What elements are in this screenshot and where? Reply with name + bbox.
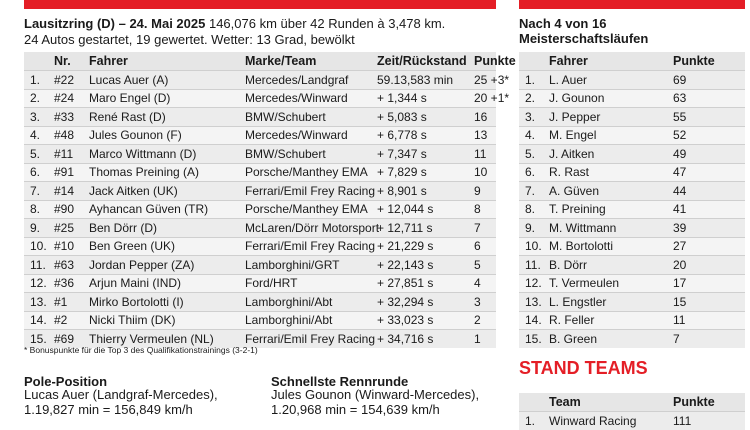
table-row: [519, 274, 745, 293]
team-cell: Porsche/Manthey EMA: [245, 200, 377, 219]
team-cell: Mercedes/Winward: [245, 126, 377, 145]
table-row: [519, 89, 745, 108]
car-number-cell: #63: [54, 256, 89, 275]
time-cell: 59.13,583 min: [377, 71, 474, 90]
table-row: [24, 71, 496, 90]
fastest-lap-heading: Schnellste Rennrunde: [271, 374, 409, 389]
position-cell: 9.: [519, 219, 549, 238]
time-cell: + 6,778 s: [377, 126, 474, 145]
position-cell: 5.: [519, 145, 549, 164]
points-cell: 63: [673, 89, 745, 108]
points-cell: 69: [673, 71, 745, 90]
position-cell: 3.: [519, 108, 549, 127]
time-cell: + 33,023 s: [377, 311, 474, 330]
pole-heading: Pole-Position: [24, 374, 108, 389]
points-cell: 8: [474, 200, 496, 219]
points-cell: 20 +1*: [474, 89, 496, 108]
table-row: [24, 219, 496, 238]
points-cell: 55: [673, 108, 745, 127]
driver-cell: R. Feller: [549, 311, 673, 330]
table-row: [519, 412, 745, 430]
time-cell: + 32,294 s: [377, 293, 474, 312]
driver-cell: Ayhancan Güven (TR): [89, 200, 245, 219]
race-info: 24 Autos gestartet, 19 gewertet. Wetter: 13 Grad, bewölkt: [24, 32, 355, 47]
driver-cell: Maro Engel (D): [89, 89, 245, 108]
position-cell: 6.: [24, 163, 54, 182]
team-cell: Porsche/Manthey EMA: [245, 163, 377, 182]
table-row: [24, 163, 496, 182]
time-cell: + 27,851 s: [377, 274, 474, 293]
points-cell: 17: [673, 274, 745, 293]
points-cell: 6: [474, 237, 496, 256]
position-cell: 8.: [24, 200, 54, 219]
table-row: [24, 145, 496, 164]
time-cell: + 7,829 s: [377, 163, 474, 182]
position-cell: 9.: [24, 219, 54, 238]
driver-cell: Mirko Bortolotti (I): [89, 293, 245, 312]
team-cell: BMW/Schubert: [245, 108, 377, 127]
time-cell: + 34,716 s: [377, 330, 474, 348]
col-fahrer: Fahrer: [89, 52, 245, 71]
position-cell: 12.: [24, 274, 54, 293]
driver-cell: Nicki Thiim (DK): [89, 311, 245, 330]
points-cell: 25 +3*: [474, 71, 496, 90]
fastest-lap-line2: 1.20,968 min = 154,639 km/h: [271, 402, 440, 417]
team-cell: Ferrari/Emil Frey Racing: [245, 182, 377, 201]
points-cell: 27: [673, 237, 745, 256]
driver-cell: J. Pepper: [549, 108, 673, 127]
driver-cell: R. Rast: [549, 163, 673, 182]
points-cell: 47: [673, 163, 745, 182]
standings-header-row: [519, 52, 745, 71]
position-cell: 12.: [519, 274, 549, 293]
driver-cell: Ben Green (UK): [89, 237, 245, 256]
points-cell: 41: [673, 200, 745, 219]
col-marke-team: Marke/Team: [245, 52, 377, 71]
pole-line1: Lucas Auer (Landgraf-Mercedes),: [24, 387, 218, 402]
table-row: [519, 330, 745, 348]
driver-cell: M. Engel: [549, 126, 673, 145]
time-cell: + 21,229 s: [377, 237, 474, 256]
table-row: [519, 126, 745, 145]
driver-cell: B. Dörr: [549, 256, 673, 275]
table-row: [24, 256, 496, 275]
driver-cell: J. Gounon: [549, 89, 673, 108]
table-row: [519, 71, 745, 90]
position-cell: 7.: [24, 182, 54, 201]
driver-cell: Jules Gounon (F): [89, 126, 245, 145]
points-cell: 49: [673, 145, 745, 164]
points-cell: 3: [474, 293, 496, 312]
standings-title-line2: Meisterschaftsläufen: [519, 31, 649, 46]
position-cell: 11.: [519, 256, 549, 275]
team-cell: McLaren/Dörr Motorsport: [245, 219, 377, 238]
pole-line2: 1.19,827 min = 156,849 km/h: [24, 402, 193, 417]
position-cell: 1.: [519, 412, 549, 430]
car-number-cell: #2: [54, 311, 89, 330]
results-header-row: [24, 52, 496, 71]
points-cell: 7: [474, 219, 496, 238]
time-cell: + 1,344 s: [377, 89, 474, 108]
table-row: [24, 293, 496, 312]
team-cell: Ferrari/Emil Frey Racing: [245, 237, 377, 256]
team-cell: Mercedes/Winward: [245, 89, 377, 108]
car-number-cell: #33: [54, 108, 89, 127]
car-number-cell: #36: [54, 274, 89, 293]
points-cell: 5: [474, 256, 496, 275]
position-cell: 2.: [519, 89, 549, 108]
driver-cell: L. Auer: [549, 71, 673, 90]
team-cell: Ford/HRT: [245, 274, 377, 293]
driver-cell: Jordan Pepper (ZA): [89, 256, 245, 275]
points-cell: 52: [673, 126, 745, 145]
col-punkte: Punkte: [673, 52, 745, 71]
position-cell: 15.: [24, 330, 54, 348]
time-cell: + 7,347 s: [377, 145, 474, 164]
standings-title-line1: Nach 4 von 16: [519, 16, 607, 31]
col-punkte: Punkte: [474, 52, 496, 71]
position-cell: 13.: [24, 293, 54, 312]
position-cell: 4.: [24, 126, 54, 145]
car-number-cell: #91: [54, 163, 89, 182]
bonus-footnote: * Bonuspunkte für die Top 3 des Qualifikationstrainings (3-2-1): [24, 345, 258, 355]
driver-cell: M. Bortolotti: [549, 237, 673, 256]
team-cell: Mercedes/Landgraf: [245, 71, 377, 90]
table-row: [519, 163, 745, 182]
car-number-cell: #25: [54, 219, 89, 238]
car-number-cell: #1: [54, 293, 89, 312]
team-cell: Ferrari/Emil Frey Racing: [245, 330, 377, 348]
teams-table: [519, 393, 745, 430]
table-row: [519, 311, 745, 330]
points-cell: 4: [474, 274, 496, 293]
driver-cell: Jack Aitken (UK): [89, 182, 245, 201]
time-cell: + 12,044 s: [377, 200, 474, 219]
driver-cell: Thomas Preining (A): [89, 163, 245, 182]
car-number-cell: #22: [54, 71, 89, 90]
position-cell: 2.: [24, 89, 54, 108]
table-row: [519, 145, 745, 164]
table-row: [519, 256, 745, 275]
driver-cell: Ben Dörr (D): [89, 219, 245, 238]
team-cell: Winward Racing: [549, 412, 673, 430]
table-row: [24, 108, 496, 127]
race-title: Lausitzring (D) – 24. Mai 2025: [24, 16, 206, 31]
position-cell: 14.: [519, 311, 549, 330]
standings-title: [519, 16, 648, 46]
points-cell: 44: [673, 182, 745, 201]
points-cell: 20: [673, 256, 745, 275]
time-cell: + 5,083 s: [377, 108, 474, 127]
driver-cell: J. Aitken: [549, 145, 673, 164]
points-cell: 10: [474, 163, 496, 182]
race-distance: 146,076 km über 42 Runden à 3,478 km.: [208, 16, 446, 31]
table-row: [519, 200, 745, 219]
points-cell: 15: [673, 293, 745, 312]
car-number-cell: #24: [54, 89, 89, 108]
table-row: [519, 219, 745, 238]
position-cell: 1.: [519, 71, 549, 90]
points-cell: 39: [673, 219, 745, 238]
car-number-cell: #90: [54, 200, 89, 219]
points-cell: 9: [474, 182, 496, 201]
position-cell: 13.: [519, 293, 549, 312]
time-cell: + 8,901 s: [377, 182, 474, 201]
standings-header-bar: [519, 0, 745, 9]
driver-cell: T. Vermeulen: [549, 274, 673, 293]
position-cell: 4.: [519, 126, 549, 145]
table-row: [24, 311, 496, 330]
team-cell: Lamborghini/Abt: [245, 311, 377, 330]
points-cell: 16: [474, 108, 496, 127]
table-row: [24, 89, 496, 108]
driver-cell: Lucas Auer (A): [89, 71, 245, 90]
position-cell: 5.: [24, 145, 54, 164]
driver-cell: M. Wittmann: [549, 219, 673, 238]
points-cell: 1: [474, 330, 496, 348]
results-header-bar: [24, 0, 496, 9]
driver-cell: Marco Wittmann (D): [89, 145, 245, 164]
points-cell: 11: [673, 311, 745, 330]
position-cell: 1.: [24, 71, 54, 90]
points-cell: 13: [474, 126, 496, 145]
col-punkte: Punkte: [673, 393, 745, 412]
points-cell: 7: [673, 330, 745, 348]
position-cell: 8.: [519, 200, 549, 219]
driver-cell: B. Green: [549, 330, 673, 348]
car-number-cell: #14: [54, 182, 89, 201]
standings-table: [519, 52, 745, 348]
table-row: [24, 200, 496, 219]
driver-cell: L. Engstler: [549, 293, 673, 312]
car-number-cell: #10: [54, 237, 89, 256]
car-number-cell: #11: [54, 145, 89, 164]
points-cell: 11: [474, 145, 496, 164]
position-cell: 3.: [24, 108, 54, 127]
points-cell: 111: [673, 412, 745, 430]
table-row: [24, 182, 496, 201]
points-cell: 2: [474, 311, 496, 330]
driver-cell: Arjun Maini (IND): [89, 274, 245, 293]
driver-cell: A. Güven: [549, 182, 673, 201]
table-row: [519, 108, 745, 127]
col-nr: Nr.: [54, 52, 89, 71]
table-row: [519, 182, 745, 201]
position-cell: 15.: [519, 330, 549, 348]
table-row: [24, 274, 496, 293]
team-cell: Lamborghini/GRT: [245, 256, 377, 275]
position-cell: 11.: [24, 256, 54, 275]
position-cell: 6.: [519, 163, 549, 182]
car-number-cell: #48: [54, 126, 89, 145]
position-cell: 7.: [519, 182, 549, 201]
table-row: [24, 237, 496, 256]
team-cell: Lamborghini/Abt: [245, 293, 377, 312]
col-team: Team: [549, 393, 673, 412]
car-number-cell: #69: [54, 330, 89, 348]
position-cell: 10.: [519, 237, 549, 256]
time-cell: + 12,711 s: [377, 219, 474, 238]
driver-cell: T. Preining: [549, 200, 673, 219]
table-row: [24, 126, 496, 145]
team-cell: BMW/Schubert: [245, 145, 377, 164]
table-row: [519, 237, 745, 256]
time-cell: + 22,143 s: [377, 256, 474, 275]
position-cell: 14.: [24, 311, 54, 330]
col-zeit: Zeit/Rückstand: [377, 52, 474, 71]
teams-heading: STAND TEAMS: [519, 358, 648, 378]
col-fahrer: Fahrer: [549, 52, 673, 71]
results-table: [24, 52, 516, 348]
fastest-lap-line1: Jules Gounon (Winward-Mercedes),: [271, 387, 480, 402]
position-cell: 10.: [24, 237, 54, 256]
driver-cell: René Rast (D): [89, 108, 245, 127]
teams-header-row: [519, 393, 745, 412]
table-row: [519, 293, 745, 312]
driver-cell: Thierry Vermeulen (NL): [89, 330, 245, 348]
race-meta: [24, 16, 445, 31]
